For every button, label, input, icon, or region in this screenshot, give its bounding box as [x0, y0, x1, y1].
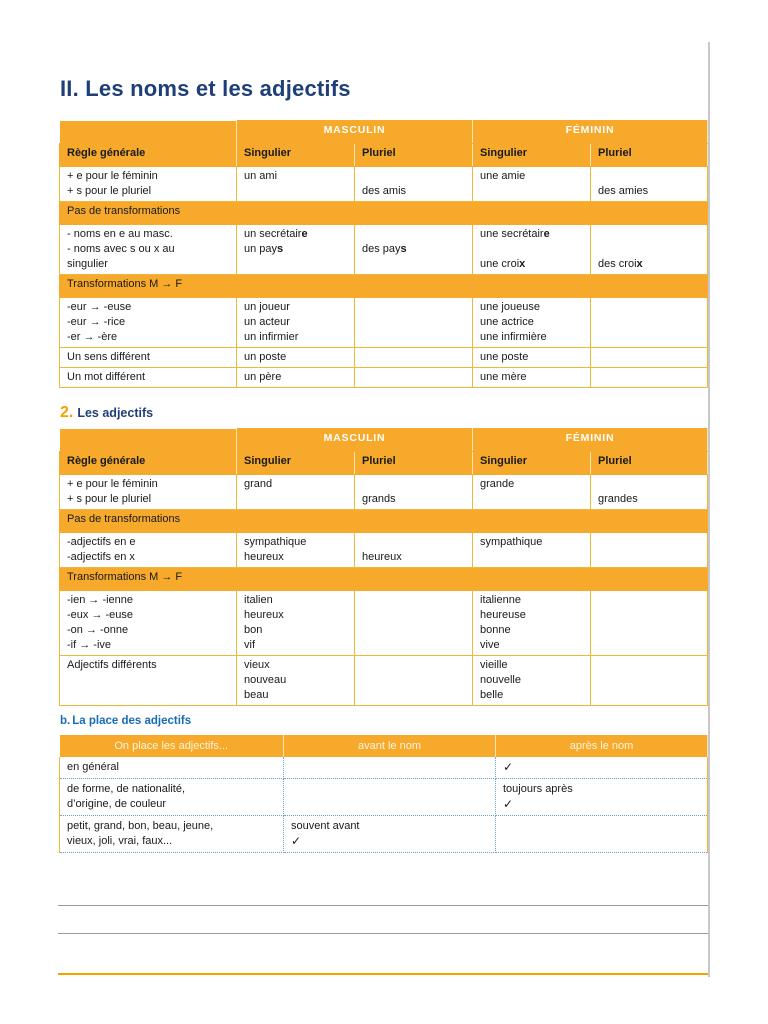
word	[480, 492, 583, 507]
word: heureuse	[480, 609, 526, 621]
rule-line: + e pour le féminin	[67, 170, 158, 182]
word-stem: des pay	[362, 243, 401, 255]
check-icon: ✓	[291, 834, 302, 848]
rule-cell: Adjectifs différents	[60, 656, 237, 706]
masc-plur-cell	[355, 591, 473, 656]
header-feminin: FÉMININ	[473, 121, 708, 144]
place-cell	[496, 757, 708, 779]
word-ending: e	[543, 228, 550, 240]
word-stem: une croi	[480, 258, 520, 270]
word: sympathique	[244, 536, 307, 548]
fem-plur-cell	[591, 533, 708, 568]
word: beau	[244, 689, 269, 701]
word	[244, 227, 347, 242]
col-singulier: Singulier	[237, 144, 355, 167]
word-ending: x	[519, 258, 526, 270]
word	[244, 492, 347, 507]
place-text: petit, grand, bon, beau, jeune,	[67, 820, 214, 832]
word: des amies	[598, 185, 649, 197]
word: des amis	[362, 185, 407, 197]
word: une amie	[480, 170, 526, 182]
rule-line: -if → -ive	[67, 639, 111, 651]
place-cell	[496, 816, 708, 853]
place-cell	[60, 816, 284, 853]
rule-line: -eur → -rice	[67, 316, 126, 328]
masc-plur-cell	[355, 348, 473, 368]
rule-line: + s pour le pluriel	[67, 493, 152, 505]
place-cell	[284, 757, 496, 779]
noms-table	[59, 120, 708, 388]
word: vieux	[244, 659, 270, 671]
blank-cell	[60, 429, 237, 452]
masc-sing-cell: un père	[237, 368, 355, 388]
fem-plur-cell	[591, 475, 708, 510]
place-text: d’origine, de couleur	[67, 798, 167, 810]
place-text: toujours après	[503, 783, 573, 795]
word-stem: un secrétair	[244, 228, 302, 240]
rule-line: -eux → -euse	[67, 609, 134, 621]
fem-plur-cell	[591, 225, 708, 275]
place-header-apres: après le nom	[496, 735, 708, 757]
rule-line: -er → -ère	[67, 331, 118, 343]
rule-line: -ien → -ienne	[67, 594, 134, 606]
place-cell	[60, 779, 284, 816]
rule-line: -adjectifs en x	[67, 551, 135, 563]
word: italienne	[480, 594, 521, 606]
word: heureux	[362, 551, 402, 563]
word: vif	[244, 639, 255, 651]
word	[480, 184, 583, 199]
fem-sing-cell: une poste	[473, 348, 591, 368]
word	[362, 535, 465, 550]
divider-line	[58, 905, 708, 906]
word: vieille	[480, 659, 508, 671]
word-stem: une secrétair	[480, 228, 544, 240]
place-text: en général	[67, 761, 119, 773]
rule-line: -eur → -euse	[67, 301, 132, 313]
place-header-on-place: On place les adjectifs...	[60, 735, 284, 757]
word	[362, 477, 465, 492]
rule-line: -on → -onne	[67, 624, 129, 636]
section-adjectifs-heading	[60, 404, 153, 422]
place-header-avant: avant le nom	[284, 735, 496, 757]
word: une actrice	[480, 316, 534, 328]
word: grands	[362, 493, 396, 505]
rule-cell	[60, 533, 237, 568]
check-icon: ✓	[503, 760, 514, 774]
place-cell	[284, 816, 496, 853]
fem-plur-cell	[591, 591, 708, 656]
word	[362, 242, 465, 257]
masc-sing-cell	[237, 225, 355, 275]
word: italien	[244, 594, 273, 606]
fem-plur-cell	[591, 298, 708, 348]
rule-cell	[60, 475, 237, 510]
rule-cell	[60, 167, 237, 202]
band-transformations: Transformations M → F	[60, 568, 708, 591]
place-text: de forme, de nationalité,	[67, 783, 186, 795]
word	[480, 227, 583, 242]
masc-plur-cell	[355, 167, 473, 202]
rule-line: -adjectifs en e	[67, 536, 136, 548]
check-icon: ✓	[503, 797, 514, 811]
col-pluriel: Pluriel	[591, 452, 708, 475]
place-text	[503, 819, 700, 834]
fem-sing-cell	[473, 656, 591, 706]
fem-plur-cell	[591, 348, 708, 368]
word-stem: un pay	[244, 243, 278, 255]
fem-sing-cell	[473, 167, 591, 202]
word-ending: x	[636, 258, 643, 270]
word: nouveau	[244, 674, 287, 686]
sub-letter: b.	[60, 715, 71, 727]
place-cell	[496, 779, 708, 816]
col-pluriel: Pluriel	[355, 144, 473, 167]
word-ending: s	[277, 243, 284, 255]
fem-sing-cell	[473, 225, 591, 275]
word: un infirmier	[244, 331, 299, 343]
word-stem: des croi	[598, 258, 637, 270]
sub-label: La place des adjectifs	[72, 715, 192, 727]
word: nouvelle	[480, 674, 521, 686]
place-table	[59, 735, 708, 853]
fem-plur-cell	[591, 167, 708, 202]
col-regle: Règle générale	[60, 452, 237, 475]
word	[244, 184, 347, 199]
masc-sing-cell	[237, 591, 355, 656]
masc-plur-cell	[355, 368, 473, 388]
sub-heading-place	[60, 715, 191, 727]
word: sympathique	[480, 536, 543, 548]
band-transformations: Transformations M → F	[60, 275, 708, 298]
col-pluriel: Pluriel	[591, 144, 708, 167]
page-title: II. Les noms et les adjectifs	[60, 76, 351, 101]
rule-line: - noms avec s ou x au	[67, 243, 175, 255]
word: heureux	[244, 609, 284, 621]
bottom-accent-line	[58, 973, 708, 975]
word: un joueur	[244, 301, 290, 313]
word: un ami	[244, 170, 278, 182]
word	[362, 169, 465, 184]
col-singulier: Singulier	[237, 452, 355, 475]
col-singulier: Singulier	[473, 144, 591, 167]
word: grand	[244, 478, 273, 490]
rule-line: singulier	[67, 258, 108, 270]
blank-cell	[60, 121, 237, 144]
masc-sing-cell	[237, 167, 355, 202]
masc-plur-cell	[355, 533, 473, 568]
masc-sing-cell	[237, 656, 355, 706]
word-ending: s	[400, 243, 407, 255]
fem-sing-cell: une mère	[473, 368, 591, 388]
rule-cell: Un mot différent	[60, 368, 237, 388]
rule-line: + s pour le pluriel	[67, 185, 152, 197]
col-regle: Règle générale	[60, 144, 237, 167]
section-label: Les adjectifs	[77, 406, 154, 420]
word-ending: e	[301, 228, 308, 240]
rule-cell	[60, 591, 237, 656]
rule-cell	[60, 298, 237, 348]
masc-sing-cell	[237, 533, 355, 568]
word	[480, 257, 583, 272]
word: une joueuse	[480, 301, 540, 313]
fem-sing-cell	[473, 533, 591, 568]
place-cell	[60, 757, 284, 779]
masc-plur-cell	[355, 475, 473, 510]
fem-plur-cell	[591, 656, 708, 706]
word: belle	[480, 689, 504, 701]
fem-sing-cell	[473, 298, 591, 348]
rule-line: - noms en e au masc.	[67, 228, 173, 240]
word: bon	[244, 624, 263, 636]
place-text: souvent avant	[291, 820, 360, 832]
section-number: 2.	[60, 404, 74, 421]
page-edge-line	[708, 42, 710, 977]
fem-sing-cell	[473, 475, 591, 510]
masc-sing-cell: un poste	[237, 348, 355, 368]
masc-sing-cell	[237, 475, 355, 510]
word	[244, 242, 347, 257]
masc-plur-cell	[355, 298, 473, 348]
band-pas-de-transformations: Pas de transformations	[60, 202, 708, 225]
masc-plur-cell	[355, 225, 473, 275]
header-masculin: MASCULIN	[237, 121, 473, 144]
rule-line: + e pour le féminin	[67, 478, 158, 490]
place-cell	[284, 779, 496, 816]
word: grande	[480, 478, 515, 490]
rule-cell	[60, 225, 237, 275]
word	[598, 169, 700, 184]
word	[598, 477, 700, 492]
header-feminin: FÉMININ	[473, 429, 708, 452]
masc-plur-cell	[355, 656, 473, 706]
word: un acteur	[244, 316, 290, 328]
rule-cell: Un sens différent	[60, 348, 237, 368]
place-text	[291, 760, 488, 775]
word: vive	[480, 639, 500, 651]
col-pluriel: Pluriel	[355, 452, 473, 475]
fem-sing-cell	[473, 591, 591, 656]
divider-line	[58, 933, 708, 934]
place-text	[291, 782, 488, 797]
col-singulier: Singulier	[473, 452, 591, 475]
word	[480, 550, 583, 565]
masc-sing-cell	[237, 298, 355, 348]
band-pas-de-transformations: Pas de transformations	[60, 510, 708, 533]
place-text: vieux, joli, vrai, faux...	[67, 835, 173, 847]
word: bonne	[480, 624, 511, 636]
header-masculin: MASCULIN	[237, 429, 473, 452]
word	[598, 257, 700, 272]
word: une infirmière	[480, 331, 547, 343]
fem-plur-cell	[591, 368, 708, 388]
word: heureux	[244, 551, 284, 563]
word: grandes	[598, 493, 638, 505]
adjectifs-table	[59, 428, 708, 706]
